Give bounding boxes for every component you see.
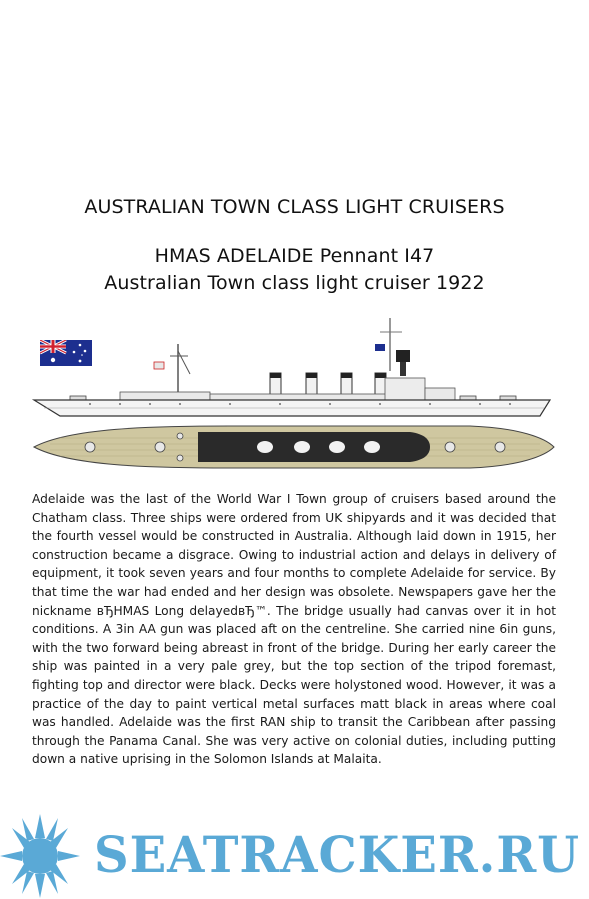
seatracker-logo — [0, 812, 589, 899]
cruiser-profile-drawing — [30, 316, 557, 422]
page-title: AUSTRALIAN TOWN CLASS LIGHT CRUISERS — [84, 196, 505, 218]
ship-name-heading: HMAS ADELAIDE Pennant I47 — [154, 245, 435, 267]
cruiser-deck-plan-drawing — [30, 422, 557, 472]
seatracker-logo-text: SEATRACKER.RU — [94, 825, 580, 884]
sun-burst-icon — [0, 814, 80, 898]
ship-description: Adelaide was the last of the World War I Town group of cruisers based around the Chatham class. Three ships were ordered from UK shipyards and it was decided that the fourth vessel would be constructed in Australia. Although laid down in 1915, her construction became a disgrace. Owing to industrial action and delays in delivery of equipment, it took seven years and four months to complete Adelaide for service. By that time the war had ended and her design was obsolete. Newspapers gave her the nickname вЂHMAS Long delayedвЂ™. The bridge usually had canvas over it in hot conditions. A 3in AA gun was placed aft on the centreline. She carried nine 6in guns, with the two forward being abreast in front of the bridge. During her early career the ship was painted in a very pale grey, but the top section of the tripod foremast, fighting top and director were black. Decks were holystoned wood. However, it was a practice of the day to paint vertical metal surfaces matt black in areas where coal was handled. Adelaide was the first RAN ship to transit the Caribbean after passing through the Panama Canal. She was very active on colonial duties, including putting down a native uprising in the Solomon Islands at Malaita. — [32, 492, 556, 767]
ship-class-heading: Australian Town class light cruiser 1922 — [104, 272, 485, 294]
